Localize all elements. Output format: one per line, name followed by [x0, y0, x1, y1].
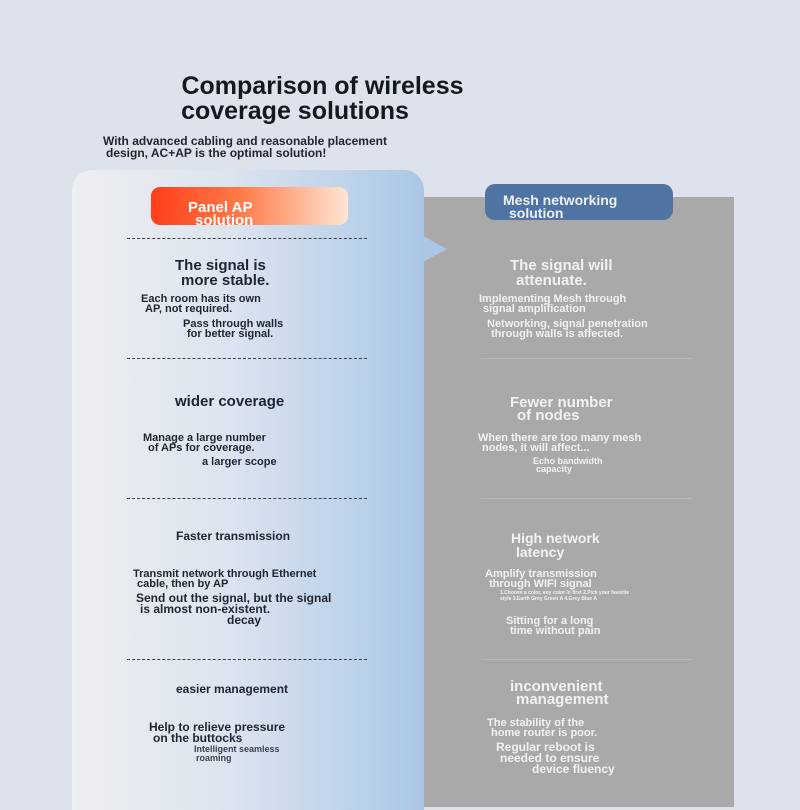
section-divider	[481, 498, 693, 499]
detail-line: Help to relieve pressure	[149, 720, 286, 734]
section-divider	[127, 498, 367, 499]
advantage-detail	[194, 745, 280, 763]
disadvantage-detail	[496, 742, 615, 775]
detail-line: Manage a large number	[143, 432, 266, 444]
label-line: solution	[195, 212, 254, 229]
fine-print-line: style 3.Earth Grey Green A 4.Grey Blue A	[500, 596, 597, 602]
heading-line: High network	[511, 530, 600, 546]
detail-line: Regular reboot is	[496, 740, 595, 754]
panel-ap-label	[151, 187, 348, 229]
disadvantage-detail	[506, 616, 600, 636]
detail-line: Send out the signal, but the signal	[136, 591, 332, 605]
heading-line: wider coverage	[175, 393, 285, 410]
detail-line: a larger scope	[202, 456, 277, 468]
page-title	[0, 74, 590, 124]
detail-line: capacity	[536, 464, 573, 474]
detail-line: Transmit network through Ethernet	[133, 568, 317, 580]
detail-line: Networking, signal penetration	[487, 318, 648, 330]
advantage-detail	[183, 319, 283, 339]
fine-print	[500, 590, 629, 602]
heading-line: more stable.	[181, 272, 270, 289]
detail-line: through walls is affected.	[491, 328, 624, 340]
heading-line: management	[516, 691, 609, 708]
advantage-detail	[202, 457, 277, 468]
detail-line: on the buttocks	[153, 731, 243, 745]
detail-line: AP, not required.	[145, 303, 233, 315]
heading-line: attenuate.	[516, 272, 587, 289]
disadvantage-detail	[478, 433, 641, 453]
detail-line: is almost non-existent.	[140, 602, 271, 616]
disadvantage-detail	[487, 319, 648, 339]
advantage-heading	[175, 258, 269, 288]
detail-line: Pass through walls	[183, 318, 284, 330]
disadvantage-detail	[533, 457, 603, 473]
disadvantage-detail	[479, 294, 626, 314]
title-line: coverage solutions	[181, 97, 409, 125]
heading-line: of nodes	[517, 407, 580, 424]
detail-line: signal amplification	[483, 303, 586, 315]
heading-line: Fewer number	[510, 394, 613, 411]
detail-line: nodes, it will affect...	[482, 442, 590, 454]
section-divider	[127, 358, 367, 359]
advantage-detail	[143, 433, 266, 453]
subtitle-line: With advanced cabling and reasonable placement	[103, 134, 387, 148]
advantage-heading	[176, 530, 290, 542]
subtitle-line: design, AC+AP is the optimal solution!	[106, 146, 327, 160]
section-divider	[127, 238, 367, 239]
detail-line: home router is poor.	[491, 727, 598, 739]
heading-line: easier management	[176, 682, 289, 696]
label-line: Panel AP	[188, 199, 253, 216]
title-line: Comparison of wireless	[181, 72, 464, 100]
disadvantage-detail	[485, 569, 597, 589]
detail-line: time without pain	[510, 625, 601, 637]
heading-line: The signal will	[510, 257, 613, 274]
comparison-pointer-arrow	[423, 236, 447, 262]
disadvantage-detail	[487, 718, 597, 738]
advantage-detail	[136, 593, 331, 626]
detail-line: The stability of the	[487, 717, 585, 729]
section-divider	[481, 659, 693, 660]
detail-line: When there are too many mesh	[478, 432, 642, 444]
detail-line: Amplify transmission	[485, 568, 597, 580]
detail-line: Each room has its own	[141, 293, 261, 305]
advantage-heading	[176, 683, 288, 695]
detail-line: Echo bandwidth	[533, 456, 603, 466]
detail-line: cable, then by AP	[137, 578, 229, 590]
detail-line: roaming	[196, 753, 232, 763]
heading-line: Faster transmission	[176, 529, 291, 543]
detail-line: device fluency	[532, 762, 615, 776]
section-divider	[481, 358, 693, 359]
advantage-detail	[133, 569, 316, 589]
disadvantage-heading	[510, 258, 613, 288]
detail-line: decay	[227, 613, 262, 627]
advantage-heading	[175, 394, 284, 409]
disadvantage-heading	[510, 680, 609, 706]
label-line: Mesh networking	[503, 192, 618, 208]
detail-line: Intelligent seamless	[194, 744, 280, 754]
disadvantage-heading	[510, 396, 613, 422]
heading-line: The signal is	[175, 257, 266, 274]
disadvantage-heading	[511, 531, 600, 559]
detail-line: for better signal.	[187, 328, 274, 340]
advantage-detail	[141, 294, 261, 314]
detail-line: of APs for coverage.	[148, 442, 255, 454]
detail-line: needed to ensure	[500, 751, 600, 765]
detail-line: Implementing Mesh through	[479, 293, 627, 305]
fine-print-line: 1.Choose a color, any color in first 2.Pick your favorite	[500, 590, 630, 596]
page-subtitle	[103, 135, 523, 159]
detail-line: through WIFI signal	[489, 578, 592, 590]
section-divider	[127, 659, 367, 660]
heading-line: latency	[516, 544, 565, 560]
heading-line: inconvenient	[510, 678, 603, 695]
advantage-detail	[149, 722, 285, 744]
label-line: solution	[509, 205, 564, 221]
mesh-label	[485, 184, 673, 220]
detail-line: Sitting for a long	[506, 615, 594, 627]
